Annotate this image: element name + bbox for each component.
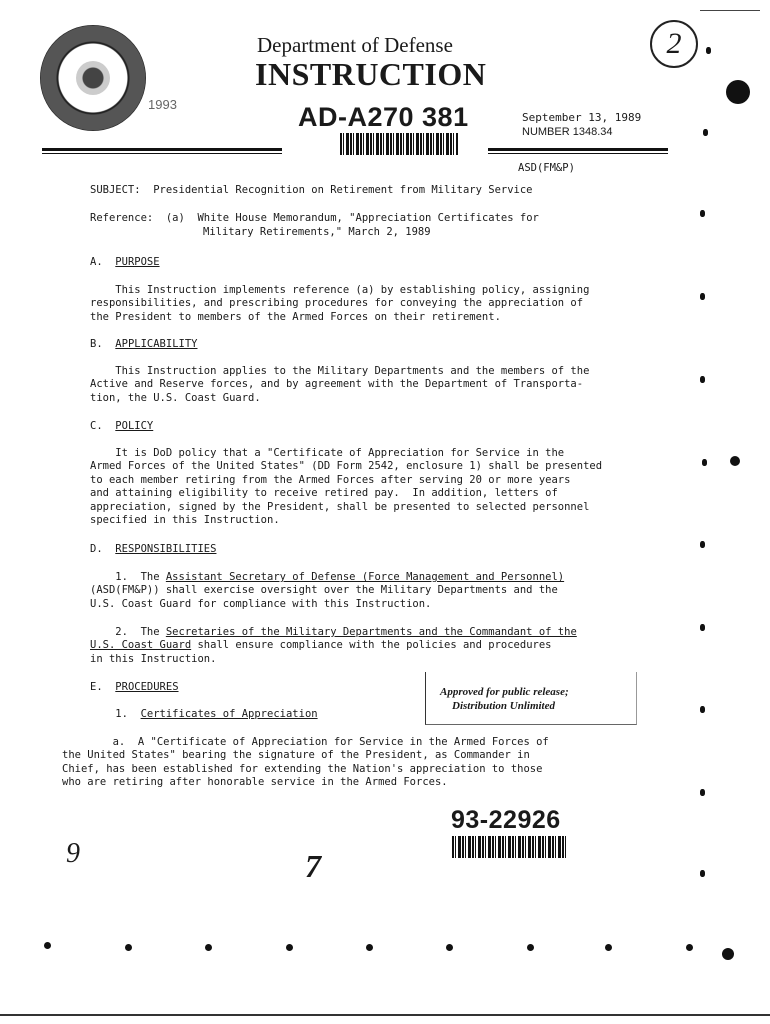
section-a-body: This Instruction implements reference (a) by establishing policy, assigning responsibilities, and prescribing procedures for conveying the appreciation of the President to members of the Armed Forces on their retirement. xyxy=(90,284,590,323)
d1-underlined: Assistant Secretary of Defense (Force Management and Personnel) xyxy=(165,571,565,583)
reference-line-2: Military Retirements," March 2, 1989 xyxy=(203,226,431,238)
issue-date: September 13, 1989 xyxy=(522,111,642,124)
footer-dot xyxy=(446,944,453,951)
document-type: INSTRUCTION xyxy=(255,56,487,92)
margin-mark xyxy=(700,624,705,631)
margin-mark xyxy=(700,210,705,217)
footer-dot xyxy=(44,942,51,949)
footer-dot xyxy=(686,944,693,951)
footer-dot xyxy=(527,944,534,951)
margin-mark xyxy=(706,47,711,54)
dod-seal xyxy=(40,25,146,131)
section-d-heading xyxy=(90,543,216,556)
section-d-item-1 xyxy=(90,571,564,611)
d2-underlined-a: Secretaries of the Military Departments and the Commandant of the xyxy=(165,626,577,638)
section-a-prefix: A. xyxy=(90,256,116,268)
section-e-item-1 xyxy=(90,708,318,721)
punch-hole-bottom-right xyxy=(722,948,734,960)
margin-mark xyxy=(700,293,705,300)
distribution-stamp xyxy=(425,672,637,725)
handwritten-mark-middle: 7 xyxy=(305,848,321,884)
reference-line-1: White House Memorandum, "Appreciation Certificates for xyxy=(197,212,539,224)
office-code: ASD(FM&P) xyxy=(518,162,575,174)
margin-mark xyxy=(700,376,705,383)
section-c-body: It is DoD policy that a "Certificate of Appreciation for Service in the Armed Forces of the United States" (DD Form 2542, enclosure 1) shall be presented to each member retiring from the Armed Forces after serving 20 or more years and attaining eligibility to receive retired pay. In addition, letters of appreciation, signed by the President, shall be presented to selected personnel specified in this Instruction. xyxy=(90,447,603,527)
handwritten-mark-left: 9 xyxy=(66,838,80,869)
margin-mark xyxy=(700,541,705,548)
section-b-prefix: B. xyxy=(90,338,116,350)
margin-mark xyxy=(702,459,707,466)
d2-after: shall ensure compliance with the policies and procedures xyxy=(191,639,552,652)
footer-dot xyxy=(605,944,612,951)
accession-barcode xyxy=(452,836,567,858)
distribution-stamp-line-2: Distribution Unlimited xyxy=(452,700,555,712)
section-d-title: RESPONSIBILITIES xyxy=(115,543,217,555)
section-c-heading xyxy=(90,420,153,433)
header-rule-right-thin xyxy=(488,153,668,154)
department-title: Department of Defense xyxy=(257,33,453,57)
e1-title: Certificates of Appreciation xyxy=(140,708,318,720)
accession-number: 93-22926 xyxy=(451,806,561,834)
d1-prefix: 1. The xyxy=(90,571,166,583)
punch-hole-top-right xyxy=(726,80,750,104)
section-e-title: PROCEDURES xyxy=(115,681,179,693)
margin-mark xyxy=(700,706,705,713)
margin-mark xyxy=(700,870,705,877)
header-rule-right xyxy=(488,148,668,151)
subject-line: SUBJECT: Presidential Recognition on Retirement from Military Service xyxy=(90,184,533,196)
section-b-title: APPLICABILITY xyxy=(115,338,198,350)
reference-block xyxy=(90,212,539,225)
d2-underlined-b: U.S. Coast Guard xyxy=(90,639,192,652)
handwritten-page-mark: 2 xyxy=(650,20,698,68)
e1-prefix: 1. xyxy=(90,708,141,720)
d2-prefix: 2. The xyxy=(90,626,166,638)
section-d-item-2 xyxy=(90,626,577,666)
section-b-body: This Instruction applies to the Military Departments and the members of the Active and Reserve forces, and by agreement with the Department of Transporta- tion, the U.S. Coast Guard. xyxy=(90,365,590,404)
reference-label: Reference: (a) xyxy=(90,212,198,224)
distribution-stamp-line-1: Approved for public release; xyxy=(440,686,569,698)
ad-number: AD-A270 381 xyxy=(298,102,469,132)
footer-dot xyxy=(125,944,132,951)
section-c-title: POLICY xyxy=(115,420,154,432)
section-a-title: PURPOSE xyxy=(115,256,160,268)
punch-hole-right xyxy=(730,456,740,466)
section-b-heading xyxy=(90,338,197,351)
footer-dot xyxy=(205,944,212,951)
margin-mark xyxy=(703,129,708,136)
section-e-item-1a-body: a. A "Certificate of Appreciation for Service in the Armed Forces of the United States" bearing the signature of the President, as Commander in Chief, has been established for extending the Nation's appreciation to those who are retiring after honorable service in the Armed Forces. xyxy=(62,736,549,789)
scan-edge-bottom xyxy=(0,1014,770,1016)
section-e-prefix: E. xyxy=(90,681,116,693)
header-rule-left xyxy=(42,148,282,151)
d2-last: in this Instruction. xyxy=(90,652,217,665)
footer-dot xyxy=(286,944,293,951)
scan-edge-top xyxy=(700,10,760,11)
ad-barcode xyxy=(340,133,458,155)
instruction-number: NUMBER 1348.34 xyxy=(522,126,613,138)
header-rule-left-thin xyxy=(42,153,282,154)
d1-rest: (ASD(FM&P)) shall exercise oversight over the Military Departments and the U.S. Coast Guard for compliance with this Instruction. xyxy=(90,584,558,610)
received-stamp: 1993 xyxy=(148,97,177,112)
section-e-heading xyxy=(90,681,179,694)
section-a-heading xyxy=(90,256,160,269)
section-c-prefix: C. xyxy=(90,420,116,432)
footer-dot xyxy=(366,944,373,951)
margin-mark xyxy=(700,789,705,796)
section-d-prefix: D. xyxy=(90,543,116,555)
